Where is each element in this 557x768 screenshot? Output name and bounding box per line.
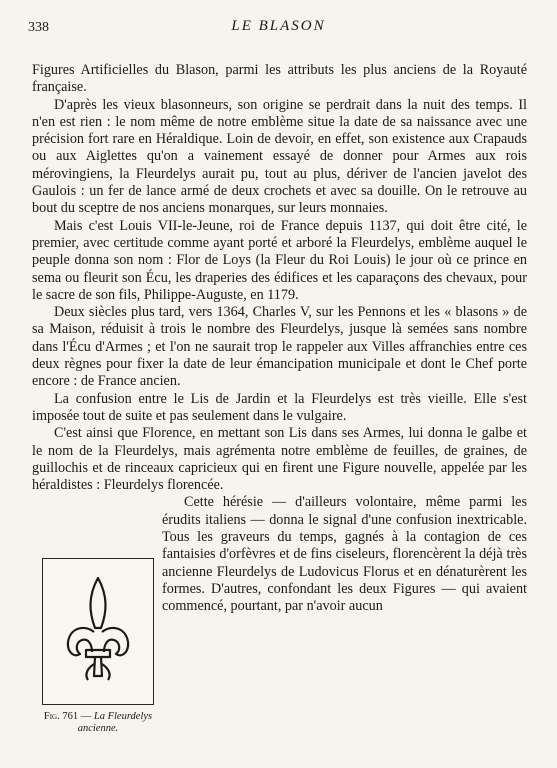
page-number: 338 (28, 20, 49, 35)
page-header (28, 18, 529, 38)
fleur-de-lys-icon (58, 572, 138, 692)
paragraph: Cette hérésie — d'ailleurs volontaire, même parmi les érudits italiens — donna le signal d'une confusion inextricable. Tous les graveurs du temps, gagnés à la contagion de ces fantaisies d'orfèvres et de fins ciseleurs, florencèrent la déjà très ancienne Fleurdelys de Ludovicus Florus et en dénaturèrent les formes. D'autres, confondant les deux Figures — qui avaient commencé, pourtant, par n'avoir aucun (162, 494, 527, 615)
body-text (32, 62, 527, 616)
figure-caption (40, 711, 156, 735)
figure-label: Fig. 761 — (43, 711, 92, 722)
paragraph: La confusion entre le Lis de Jardin et la Fleurdelys est très vieille. Elle s'est imposée tout de suite et pas seulement dans le vulgaire. (32, 390, 527, 424)
running-head: LE BLASON (231, 18, 326, 34)
paragraph: Deux siècles plus tard, vers 1364, Charles V, sur les Pennons et les « blasons » de sa Maison, réduisit à trois le nombre des Fleurdelys, jusque là semées sans nombre dans l'Écu d'Armes ; et l'on ne saurait trop le rappeler aux Villes affranchies entre ces deux règnes pour fixer la date de leur émancipation municipale et dont le Chef porte encore : de France ancien. (32, 304, 527, 390)
figure-frame (42, 558, 154, 705)
figure-761 (40, 558, 156, 735)
figure-caption-text: La Fleurdelys ancienne. (77, 711, 153, 734)
paragraph: D'après les vieux blasonneurs, son origine se perdrait dans la nuit des temps. Il n'en est rien : le nom même de notre emblème situe la date de sa naissance avec une précision fort rare en Héraldique. Loin de devoir, en effet, son existence aux Crapauds ou aux Aiglettes qu'on a vainement essayé de donner pour Armes aux rois mérovingiens, la Fleurdelys aurait pu, tout au plus, dériver de l'ancien javelot des Gaulois : un fer de lance armé de deux crochets et avec sa douille. On le retrouve au bout du sceptre de nos anciens monarques, sur leurs monnaies. (32, 96, 527, 217)
paragraph: Mais c'est Louis VII-le-Jeune, roi de France depuis 1137, qui doit être cité, le premier, avec certitude comme ayant porté et arboré la Fleurdelys, emblème auquel le peuple donna son nom : Flor de Loys (la Fleur du Roi Louis) le jour où ce prince en sema ou fleurit son Écu, les draperies des édifices et les caparaçons des chevaux, pour le sacre de son fils, Philippe-Auguste, en 1179. (32, 217, 527, 303)
paragraph: Figures Artificielles du Blason, parmi les attributs les plus anciens de la Royauté française. (32, 62, 527, 96)
paragraph: C'est ainsi que Florence, en mettant son Lis dans ses Armes, lui donna le galbe et le nom de la Fleurdelys, mais agrémenta notre emblème de feuilles, de graines, de guillochis et de rinceaux capricieux qui en firent une Figure nouvelle, appelée par les héraldistes : Fleurdelys florencée. (32, 425, 527, 494)
